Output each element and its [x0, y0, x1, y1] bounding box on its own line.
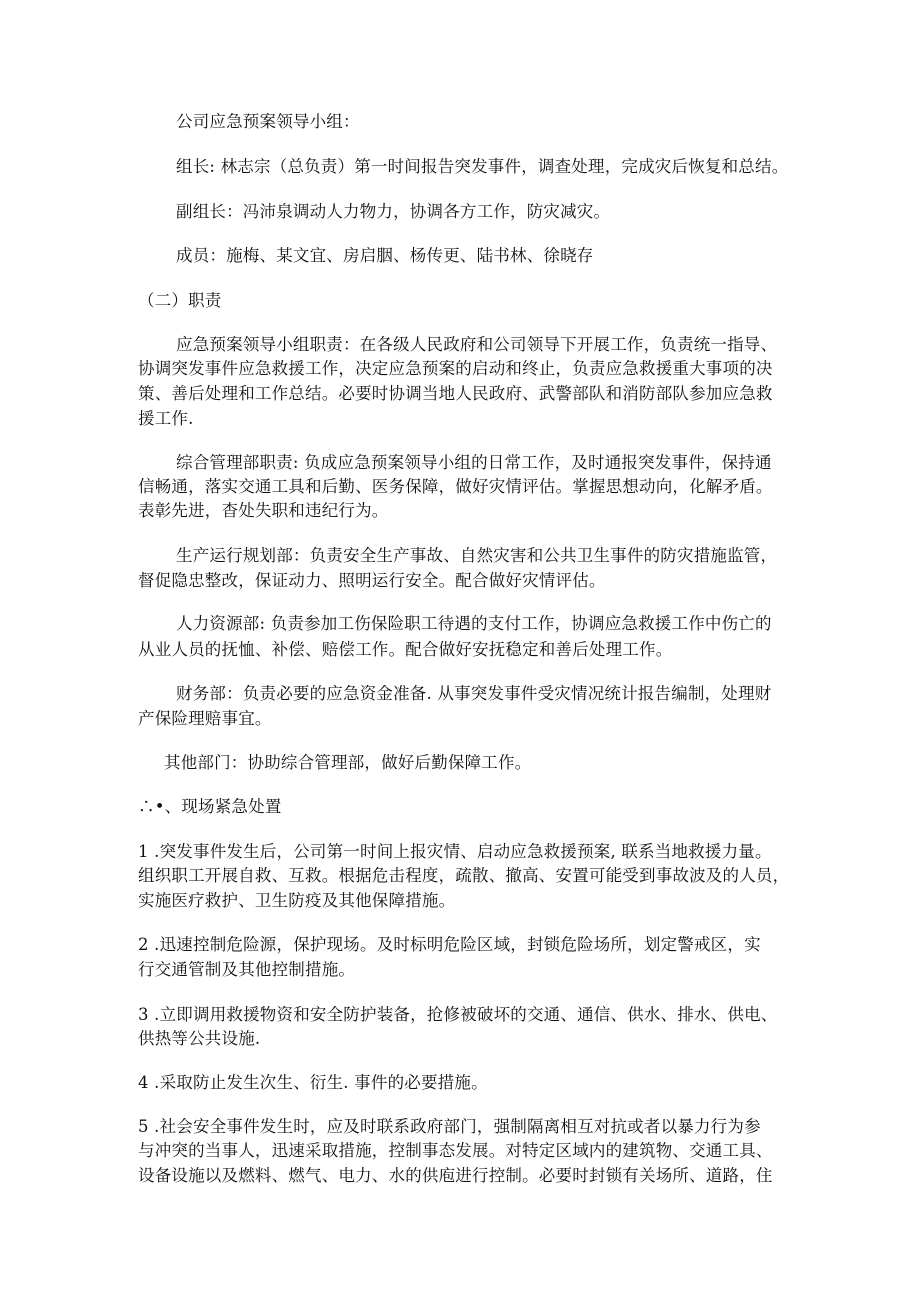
- paragraph-line: 生产运行规划部：负责安全生产事故、自然灾害和公共卫生事件的防灾措施监管，: [176, 546, 778, 565]
- paragraph-line: 综合管理部职责: 负成应急预案领导小组的日常工作，及时通报突发事件，保持通: [176, 453, 772, 472]
- numbered-item-line: 实施医疗救护、卫生防疫及其他保障措施。: [138, 891, 456, 910]
- paragraph-line: 产保险理赔事宜。: [138, 709, 272, 728]
- numbered-item-line: 行交通管制及其他控制措施。: [138, 960, 356, 979]
- numbered-item-line: 供热等公共设施.: [138, 1029, 261, 1048]
- numbered-item-line: 4 .采取防止发生次生、衍生. 事件的必要措施。: [138, 1073, 488, 1092]
- paragraph-line: 从业人员的抚恤、补偿、赔偿工作。配合做好安抚稳定和善后处理工作。: [138, 640, 673, 659]
- section-heading-onsite: ∴•、现场紧急处置: [138, 797, 282, 816]
- section-heading-duties: （二）职责: [138, 291, 222, 310]
- paragraph-line: 应急预案领导小组职责：在各级人民政府和公司领导下开展工作，负责统一指导、: [176, 335, 778, 354]
- numbered-item-line: 3 .立即调用救援物资和安全防护装备，抢修被破坏的交通、通信、供水、排水、供电、: [138, 1005, 778, 1024]
- deputy-leader-line: 副组长：冯沛泉调动人力物力，协调各方工作，防灾减灾。: [176, 202, 611, 221]
- paragraph-line: 协调突发事件应急救援工作，决定应急预案的启动和终止，负责应急救援重大事项的决: [138, 359, 773, 378]
- numbered-item-line: 设备设施以及燃料、燃气、电力、水的供庖进行控制。必要时封锁有关场所、道路，住: [138, 1166, 773, 1185]
- paragraph-line: 其他部门：协助综合管理部，做好后勤保障工作。: [164, 753, 532, 772]
- paragraph-line: 表彰先进，杳处失职和违纪行为。: [138, 501, 389, 520]
- paragraph-line: 督促隐忠整改，保证动力、照明运行安全。配合做好灾情评估。: [138, 571, 606, 590]
- paragraph-line: 信畅通，落实交通工具和后勤、医务保障，做好灾情评估。掌握思想动向，化解矛盾。: [138, 477, 773, 496]
- numbered-item-line: 5 .社会安全事件发生时，应及时联系政府部门，强制隔离相互对抗或者以暴力行为参: [138, 1117, 761, 1136]
- numbered-item-line: 1 .突发事件发生后，公司第一时间上报灾情、启动应急救援预案, 联系当地救援力量。: [138, 842, 772, 861]
- numbered-item-line: 与冲突的当事人，迅速采取措施，控制事态发展。对特定区域内的建筑物、交通工具、: [138, 1141, 773, 1160]
- members-line: 成员：施梅、某文宜、房启胭、杨传更、陆书林、徐晓存: [176, 246, 594, 265]
- paragraph-line: 策、善后处理和工作总结。必要时协调当地人民政府、武警部队和消防部队参加应急救: [138, 384, 773, 403]
- paragraph-line: 财务部：负责必要的应急资金准备. 从事突发事件受灾情况统计报告编制，处理财: [176, 684, 772, 703]
- leader-group-heading: 公司应急预案领导小组：: [176, 112, 360, 131]
- group-leader-line: 组长: 林志宗（总负责）第一时间报告突发事件，调查处理，完成灾后恢复和总结。: [176, 157, 789, 176]
- paragraph-line: 人力资源部: 负责参加工伤保险职工待遇的支付工作，协调应急救援工作中伤亡的: [176, 614, 772, 633]
- paragraph-line: 援工作.: [138, 409, 194, 428]
- numbered-item-line: 2 .迅速控制危险源，保护现场。及时标明危险区域，封锁危险场所，划定警戒区，实: [138, 935, 761, 954]
- numbered-item-line: 组织职工开展自救、互救。根据危击程度，疏散、撤高、安置可能受到事故波及的人员，: [138, 866, 790, 885]
